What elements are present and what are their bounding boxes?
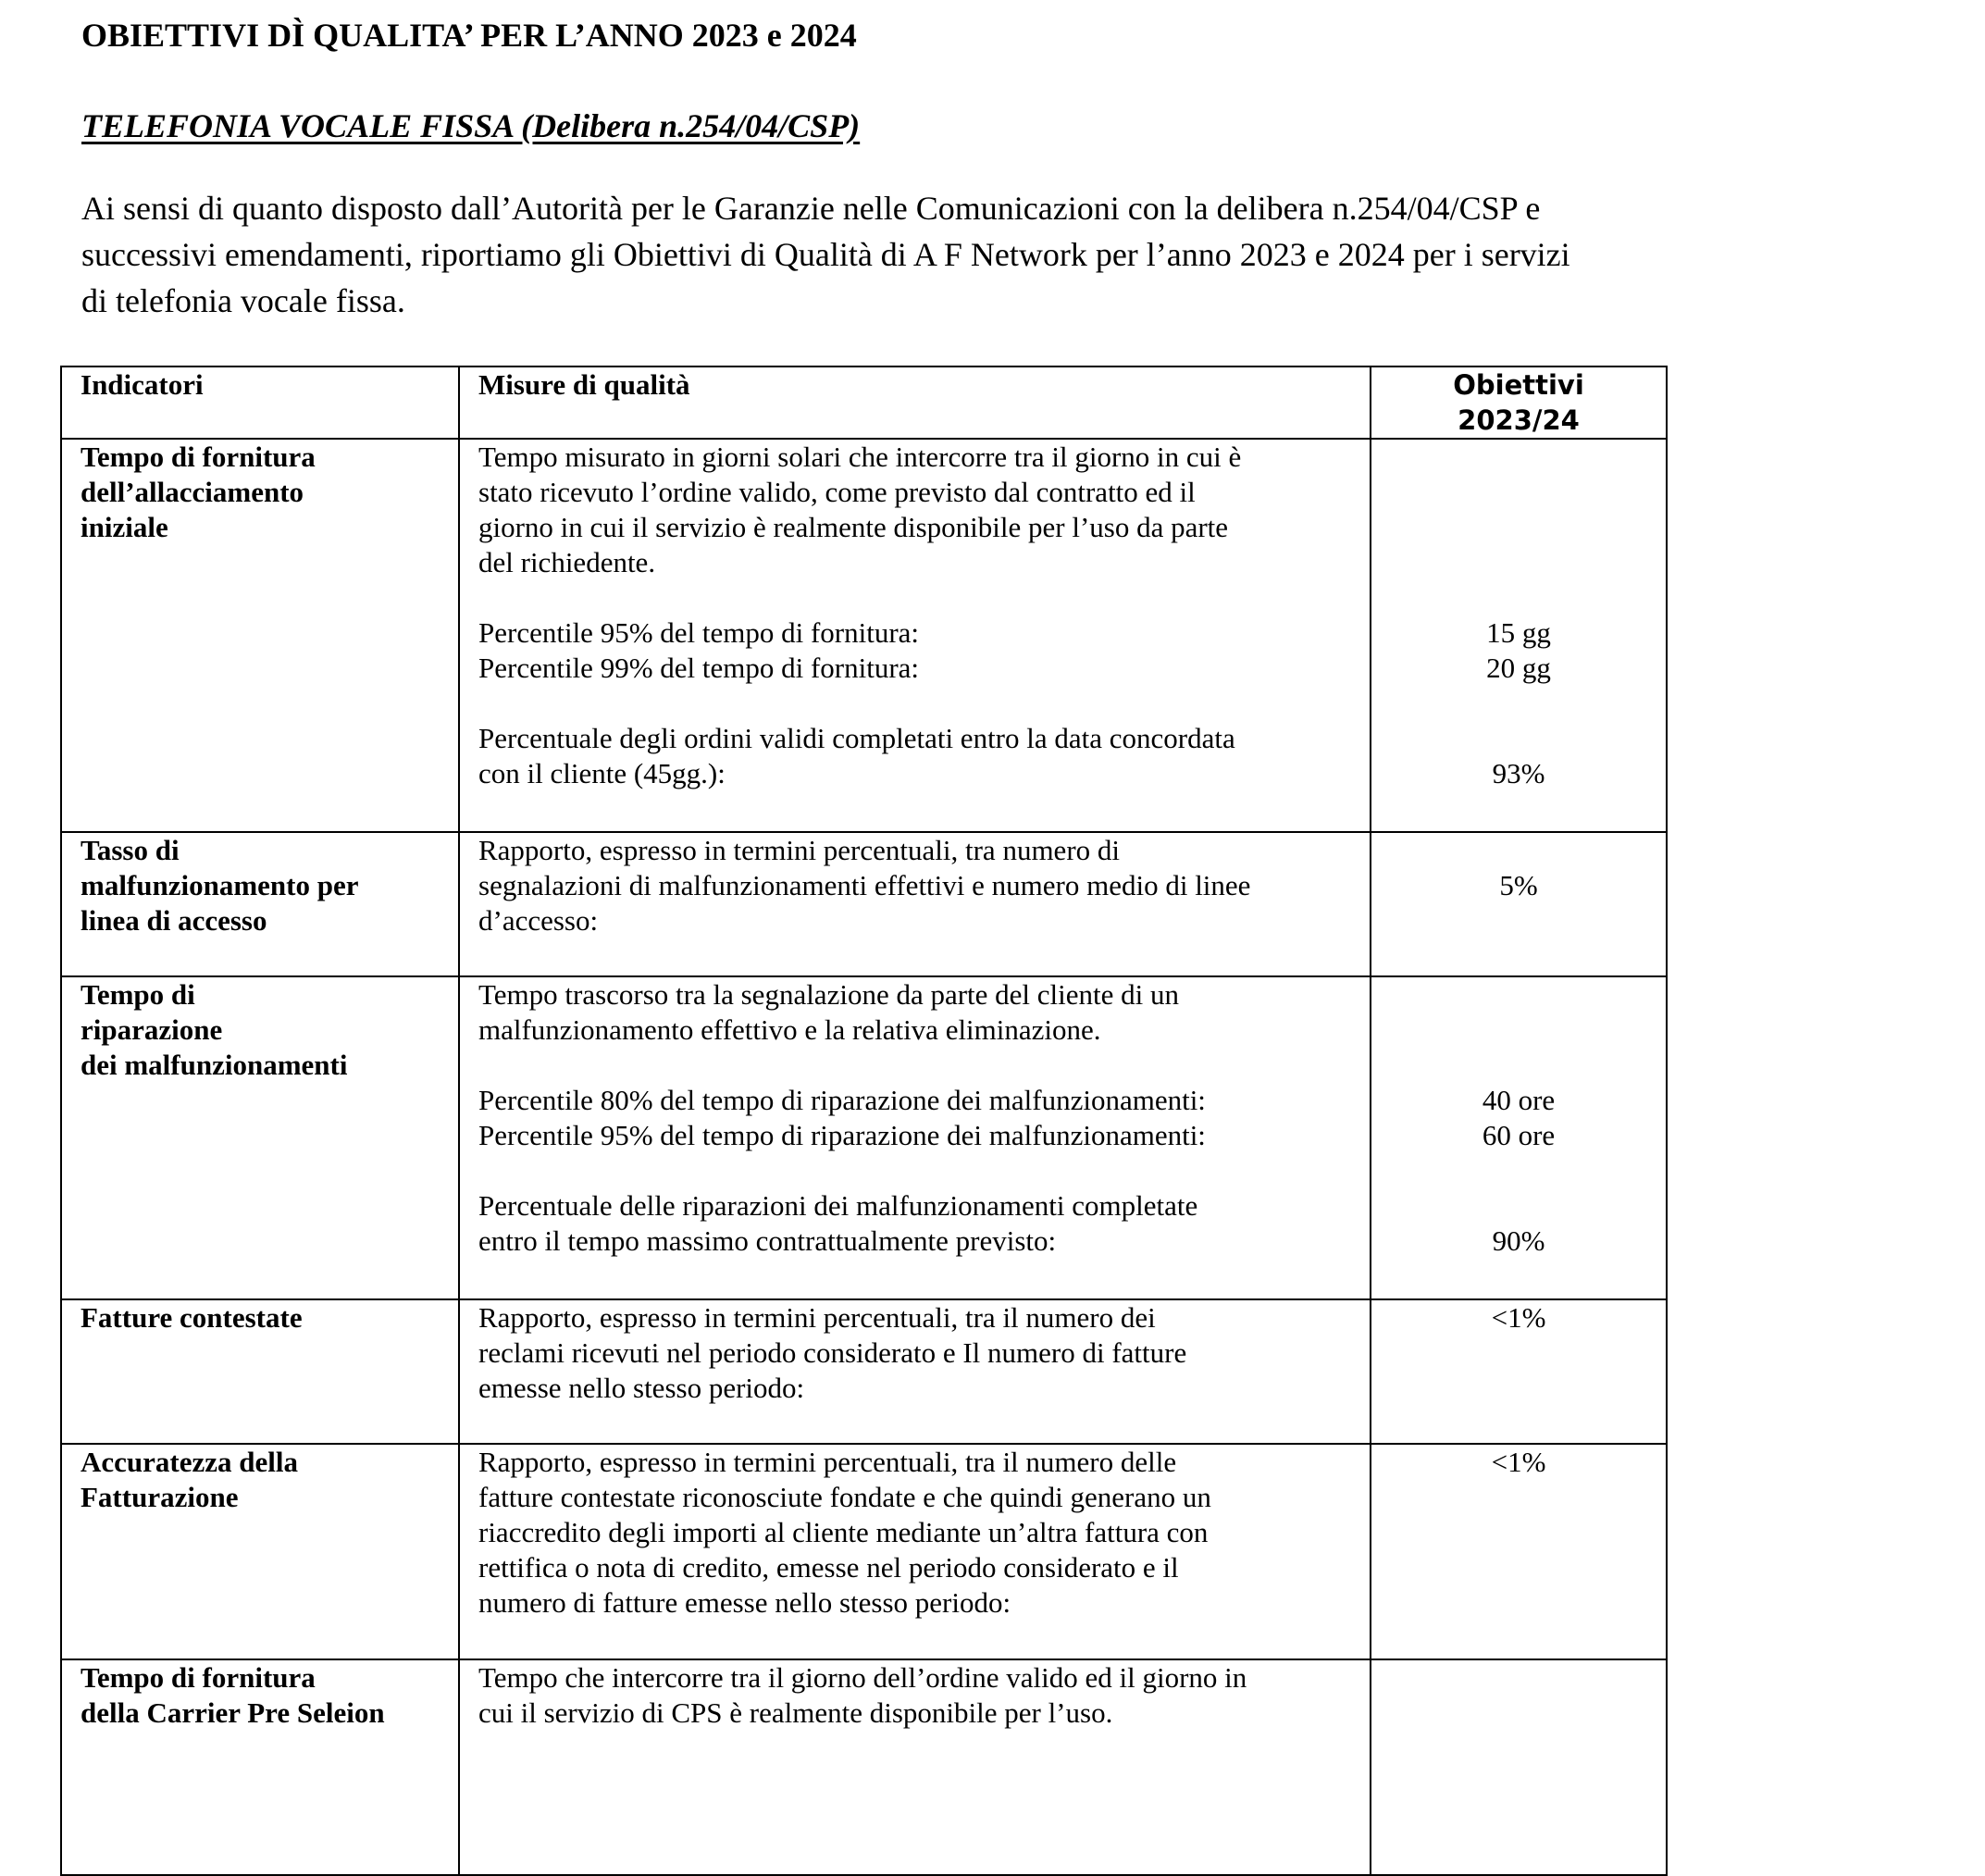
measure-line: reclami ricevuti nel periodo considerato e Il numero di fatture [478, 1336, 1187, 1369]
measure-cell [459, 1444, 1371, 1659]
measure-line: Rapporto, espresso in termini percentuali, tra il numero dei [478, 1301, 1156, 1334]
indicator-line: riparazione [81, 1013, 223, 1046]
measure-line: malfunzionamento effettivo e la relativa eliminazione. [478, 1013, 1101, 1046]
document-subtitle: TELEFONIA VOCALE FISSA (Delibera n.254/04/CSP) [81, 107, 861, 144]
header-label: Indicatori [81, 368, 204, 401]
table-row [61, 1444, 1667, 1659]
measure-line: fatture contestate riconosciute fondate e che quindi generano un [478, 1481, 1211, 1513]
indicator-line: dei malfunzionamenti [81, 1049, 348, 1081]
objective-cell [1371, 1444, 1667, 1659]
document-title: OBIETTIVI DÌ QUALITA’ PER L’ANNO 2023 e 2024 [81, 17, 857, 54]
objective-value: <1% [1491, 1446, 1546, 1478]
measure-line: riaccredito degli importi al cliente mediante un’altra fattura con [478, 1516, 1209, 1548]
spacer [1390, 440, 1647, 475]
measure-line: Rapporto, espresso in termini percentuali, tra il numero delle [478, 1446, 1177, 1478]
indicator-cell [61, 1444, 459, 1659]
measure-line: stato ricevuto l’ordine valido, come previsto dal contratto ed il [478, 476, 1196, 508]
spacer [478, 1048, 1351, 1083]
spacer [1390, 545, 1647, 580]
measure-line: Rapporto, espresso in termini percentuali, tra numero di [478, 834, 1121, 866]
intro-line: Ai sensi di quanto disposto dall’Autorità per le Garanzie nelle Comunicazioni con la delibera n.254/04/CSP e [81, 190, 1541, 227]
spacer [478, 1153, 1351, 1188]
measure-line: rettifica o nota di credito, emesse nel periodo considerato e il [478, 1551, 1179, 1584]
objective-cell [1371, 439, 1667, 832]
objective-value: 40 ore [1482, 1084, 1556, 1116]
intro-line: successivi emendamenti, riportiamo gli Obiettivi di Qualità di A F Network per l’anno 2023 e 2024 per i servizi [81, 236, 1570, 273]
objective-value: 90% [1492, 1224, 1545, 1257]
indicator-cell [61, 1299, 459, 1444]
spacer [1390, 1013, 1647, 1048]
indicator-line: iniziale [81, 511, 168, 543]
measure-line: emesse nello stesso periodo: [478, 1372, 805, 1404]
indicator-line: dell’allacciamento [81, 476, 304, 508]
spacer [478, 580, 1351, 615]
measure-line: Percentuale degli ordini validi completati entro la data concordata [478, 722, 1235, 754]
table-row [61, 976, 1667, 1299]
spacer [1390, 833, 1647, 868]
spacer [1390, 1188, 1647, 1224]
measure-cell [459, 439, 1371, 832]
spacer [1390, 1153, 1647, 1188]
table-header-row [61, 367, 1667, 439]
objective-cell [1371, 832, 1667, 976]
measure-line: numero di fatture emesse nello stesso periodo: [478, 1586, 1011, 1619]
indicator-cell [61, 439, 459, 832]
objective-value: 93% [1492, 757, 1545, 789]
objective-value: 60 ore [1482, 1119, 1556, 1151]
objective-value: 20 gg [1486, 652, 1551, 684]
measure-line: segnalazioni di malfunzionamenti effettivi e numero medio di linee [478, 869, 1251, 901]
indicator-cell [61, 832, 459, 976]
header-obiettivi: Obiettivi 2023/24 [1371, 367, 1667, 439]
indicator-line: Tasso di [81, 834, 180, 866]
measure-line: con il cliente (45gg.): [478, 757, 726, 789]
measure-cell [459, 832, 1371, 976]
indicator-line: Accuratezza della [81, 1446, 298, 1478]
objective-cell [1371, 1659, 1667, 1875]
indicator-line: Fatture contestate [81, 1301, 303, 1334]
table-row [61, 439, 1667, 832]
measure-cell [459, 1299, 1371, 1444]
intro-paragraph [81, 185, 1932, 324]
measure-line: Tempo trascorso tra la segnalazione da parte del cliente di un [478, 978, 1180, 1011]
objective-value: 5% [1499, 869, 1538, 901]
table-row [61, 832, 1667, 976]
indicator-line: Tempo di fornitura [81, 1661, 316, 1694]
spacer [1390, 580, 1647, 615]
measure-line: cui il servizio di CPS è realmente disponibile per l’uso. [478, 1696, 1113, 1729]
indicator-cell [61, 976, 459, 1299]
objective-value: 15 gg [1486, 616, 1551, 649]
spacer [1390, 686, 1647, 721]
measure-line: Tempo misurato in giorni solari che intercorre tra il giorno in cui è [478, 441, 1242, 473]
intro-line: di telefonia vocale fissa. [81, 282, 405, 319]
measure-cell [459, 976, 1371, 1299]
spacer [1390, 977, 1647, 1013]
measure-line: Percentile 95% del tempo di fornitura: [478, 616, 920, 649]
header-label: Misure di qualità [478, 368, 690, 401]
measure-line: Percentile 99% del tempo di fornitura: [478, 652, 920, 684]
spacer [1390, 510, 1647, 545]
measure-line: Tempo che intercorre tra il giorno dell’ordine valido ed il giorno in [478, 1661, 1247, 1694]
measure-line: giorno in cui il servizio è realmente disponibile per l’uso da parte [478, 511, 1229, 543]
indicator-line: Tempo di [81, 978, 195, 1011]
spacer [1390, 475, 1647, 510]
measure-line: Percentile 80% del tempo di riparazione dei malfunzionamenti: [478, 1084, 1206, 1116]
spacer [1390, 721, 1647, 756]
indicator-line: della Carrier Pre Seleion [81, 1696, 385, 1729]
table-row [61, 1299, 1667, 1444]
objective-value: <1% [1491, 1301, 1546, 1334]
indicator-line: Tempo di fornitura [81, 441, 316, 473]
measure-line: del richiedente. [478, 546, 656, 578]
measure-line: entro il tempo massimo contrattualmente previsto: [478, 1224, 1057, 1257]
header-misure [459, 367, 1371, 439]
measure-line: Percentile 95% del tempo di riparazione dei malfunzionamenti: [478, 1119, 1206, 1151]
objective-cell [1371, 1299, 1667, 1444]
indicator-cell [61, 1659, 459, 1875]
measure-line: Percentuale delle riparazioni dei malfunzionamenti completate [478, 1189, 1198, 1222]
objective-cell [1371, 976, 1667, 1299]
spacer [478, 686, 1351, 721]
quality-objectives-table [60, 366, 1668, 1876]
measure-line: d’accesso: [478, 904, 599, 937]
indicator-line: malfunzionamento per [81, 869, 359, 901]
indicator-line: Fatturazione [81, 1481, 239, 1513]
table-row [61, 1659, 1667, 1875]
header-indicatori [61, 367, 459, 439]
measure-cell [459, 1659, 1371, 1875]
indicator-line: linea di accesso [81, 904, 267, 937]
spacer [1390, 1048, 1647, 1083]
